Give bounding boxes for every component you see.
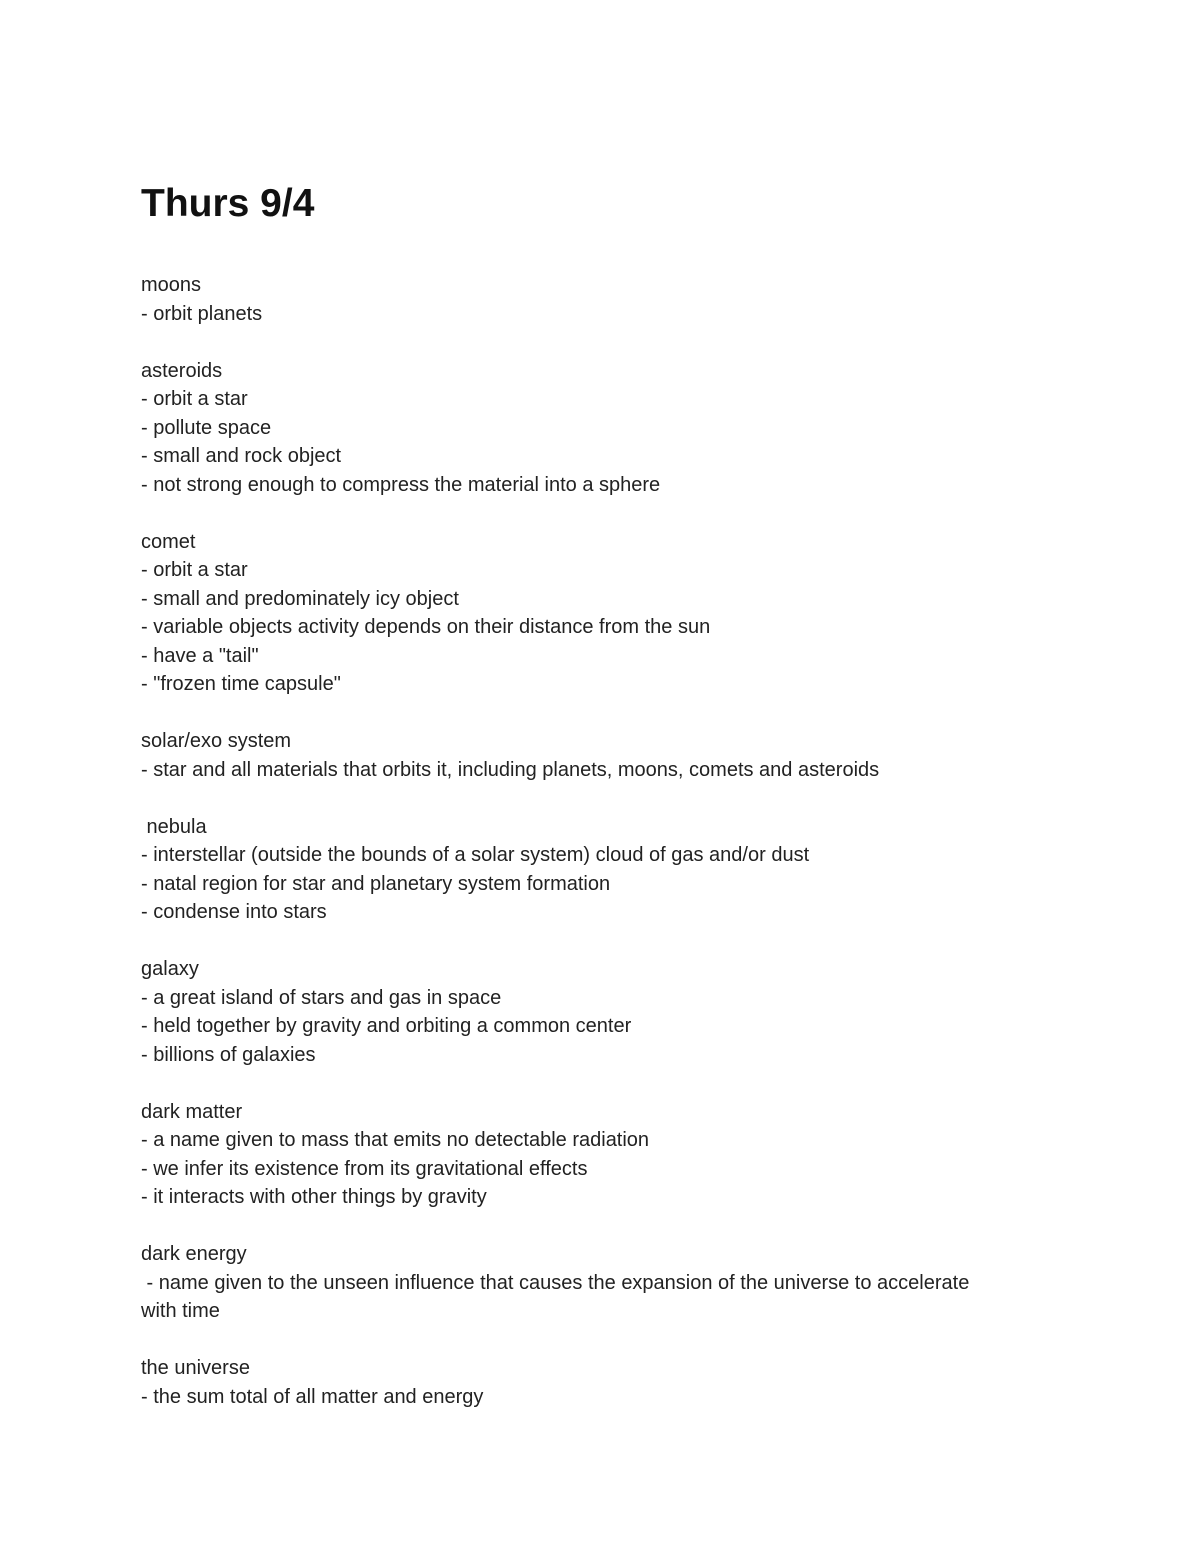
term-heading: solar/exo system (141, 730, 292, 752)
bullet-line: - not strong enough to compress the material into a sphere (141, 473, 661, 496)
section-comet (141, 528, 1061, 699)
term-heading: dark matter (141, 1100, 243, 1123)
bullet-line: - pollute space (141, 416, 272, 439)
term-heading: dark energy (141, 1243, 247, 1265)
section-dark-energy (141, 1240, 1061, 1326)
bullet-line: - name given to the unseen influence that causes the expansion of the universe to accelerate (141, 1271, 970, 1294)
bullet-line: - a name given to mass that emits no detectable radiation (141, 1129, 650, 1151)
bullet-line: - variable objects activity depends on their distance from the sun (141, 616, 711, 638)
section-the-universe (141, 1354, 1061, 1411)
section-dark-matter (141, 1098, 1061, 1212)
section-asteroids (141, 357, 1061, 500)
section-galaxy (141, 955, 1061, 1069)
bullet-line: - small and rock object (141, 445, 342, 467)
bullet-line: - have a "tail" (141, 644, 259, 667)
bullet-line: - we infer its existence from its gravitational effects (141, 1157, 588, 1180)
term-heading: moons (141, 274, 202, 296)
term-heading: nebula (141, 815, 207, 838)
bullet-line-continuation: with time (141, 1300, 220, 1322)
bullet-line: - natal region for star and planetary system formation (141, 872, 611, 895)
notes-body (141, 271, 1061, 1440)
bullet-line: - orbit a star (141, 388, 248, 410)
bullet-line: - interstellar (outside the bounds of a solar system) cloud of gas and/or dust (141, 844, 810, 866)
term-heading: galaxy (141, 958, 199, 980)
bullet-line: - condense into stars (141, 901, 327, 923)
bullet-line: - orbit planets (141, 302, 263, 325)
section-solar-exo-system (141, 727, 1061, 784)
bullet-line: - held together by gravity and orbiting a common center (141, 1015, 632, 1037)
bullet-line: - "frozen time capsule" (141, 673, 341, 695)
bullet-line: - orbit a star (141, 559, 248, 581)
section-nebula (141, 813, 1061, 927)
section-moons (141, 271, 1061, 328)
bullet-line: - billions of galaxies (141, 1043, 316, 1066)
bullet-line: - it interacts with other things by gravity (141, 1186, 487, 1208)
bullet-line: - star and all materials that orbits it, including planets, moons, comets and asteroids (141, 758, 880, 781)
term-heading: asteroids (141, 359, 223, 382)
page-title: Thurs 9/4 (141, 182, 315, 225)
bullet-line: - a great island of stars and gas in space (141, 986, 502, 1009)
bullet-line: - small and predominately icy object (141, 587, 459, 610)
term-heading: the universe (141, 1357, 250, 1379)
term-heading: comet (141, 530, 196, 553)
bullet-line: - the sum total of all matter and energy (141, 1385, 484, 1408)
